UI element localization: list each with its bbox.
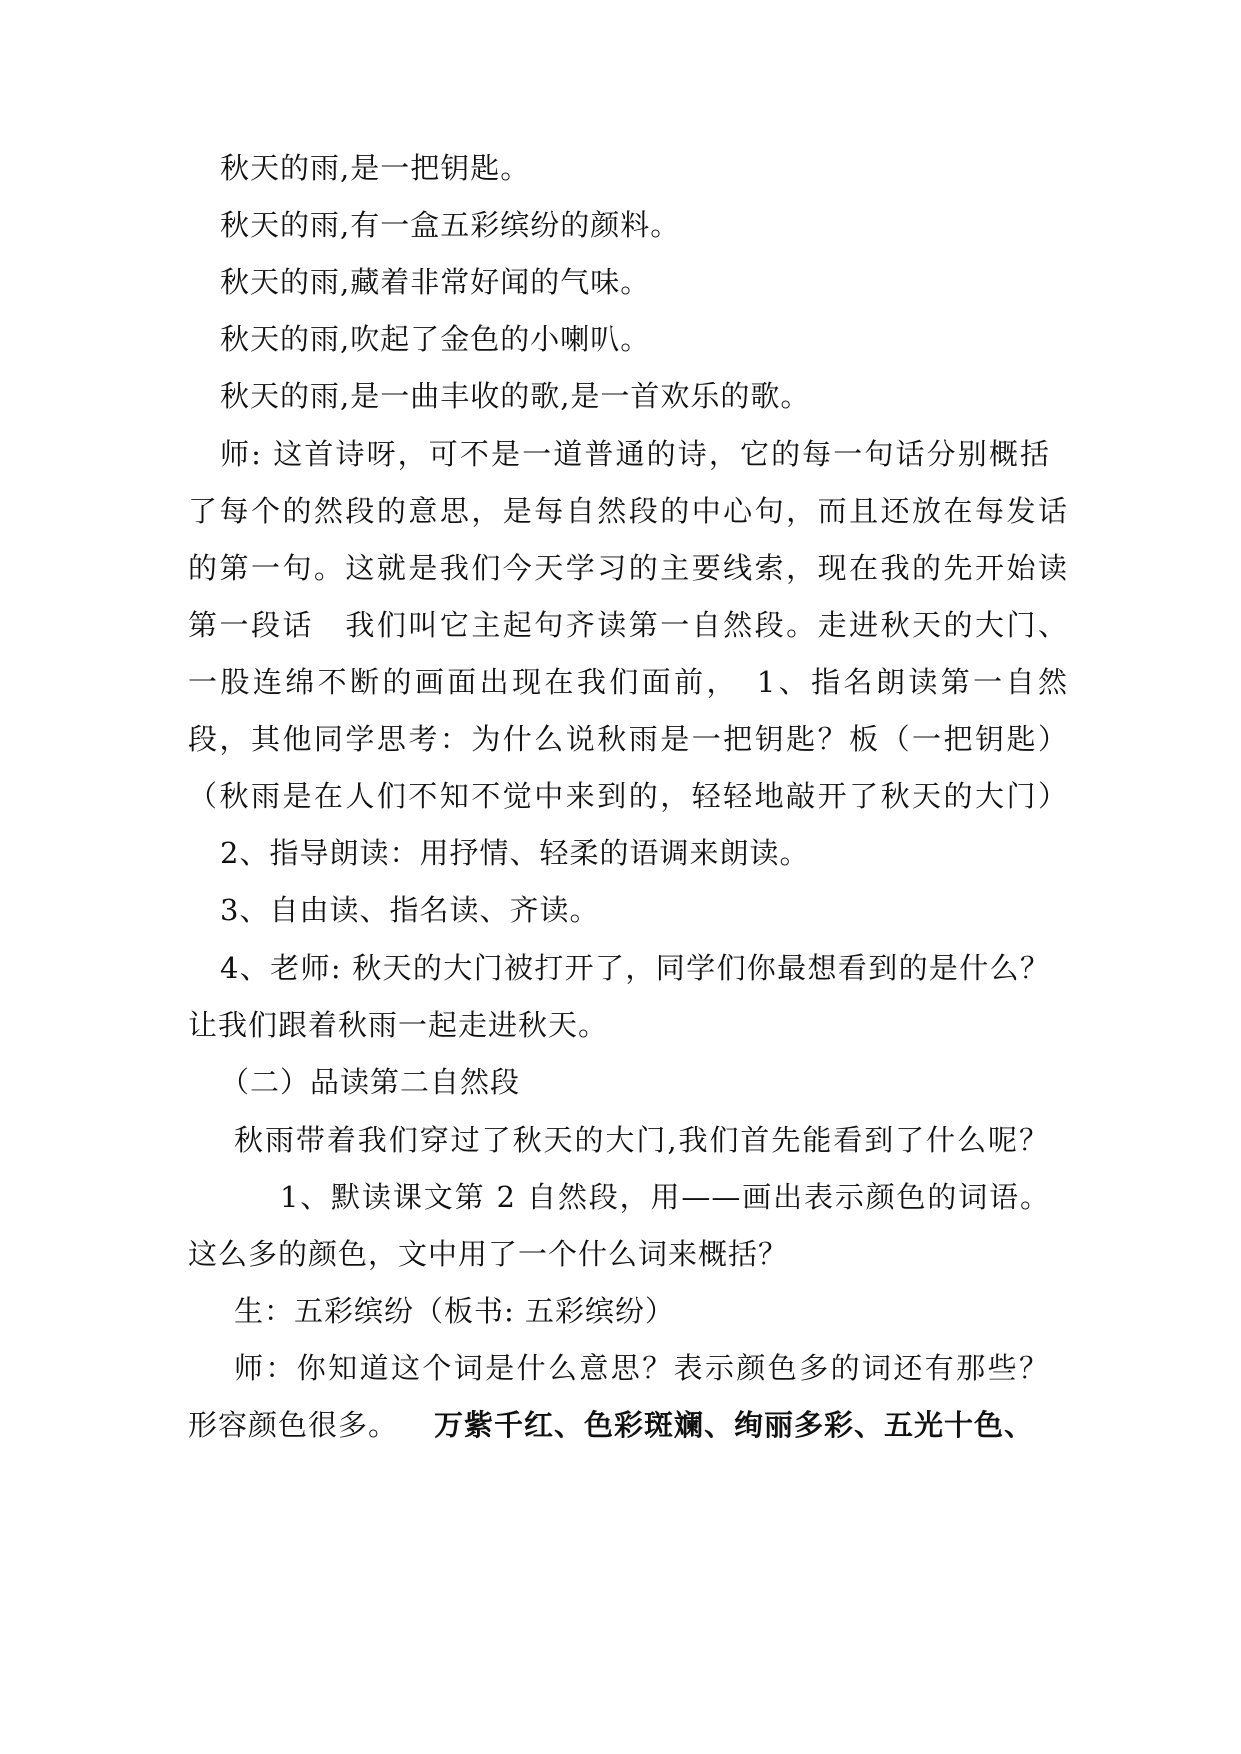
section-heading: （二）品读第二自然段 — [220, 1065, 521, 1099]
poem-line-3: 秋天的雨,藏着非常好闻的气味。 — [220, 265, 651, 299]
paragraph-line: 让我们跟着秋雨一起走进秋天。 — [188, 1008, 609, 1042]
teacher-question: 师：你知道这个词是什么意思？表示颜色多的词还有那些？ — [234, 1351, 1049, 1385]
poem-line-5: 秋天的雨,是一曲丰收的歌,是一首欢乐的歌。 — [220, 379, 811, 413]
final-line — [188, 1405, 1068, 1445]
poem-line-1: 秋天的雨,是一把钥匙。 — [220, 151, 531, 185]
paragraph-line: 了每个的然段的意思，是每自然段的中心句，而且还放在每发话 — [188, 494, 1068, 528]
step-line-1: 1、默读课文第 2 自然段，用——画出表示颜色的词语。 — [280, 1180, 1050, 1214]
step-line-2: 2、指导朗读：用抒情、轻柔的语调来朗读。 — [220, 836, 810, 870]
step-line-4: 4、老师: 秋天的大门被打开了，同学们你最想看到的是什么？ — [220, 951, 1050, 985]
poem-line-4: 秋天的雨,吹起了金色的小喇叭。 — [220, 322, 651, 356]
student-answer: 生：五彩缤纷（板书: 五彩缤纷） — [234, 1294, 675, 1328]
color-words-bold: 万紫千红、色彩斑斓、绚丽多彩、五光十色、 — [434, 1408, 1035, 1442]
paragraph-line: 这么多的颜色，文中用了一个什么词来概括？ — [188, 1237, 789, 1271]
final-line-prefix: 形容颜色很多。 — [188, 1408, 399, 1442]
paragraph-line: 秋雨带着我们穿过了秋天的大门,我们首先能看到了什么呢？ — [234, 1123, 1049, 1157]
paragraph-line: 师: 这首诗呀，可不是一道普通的诗，它的每一句话分别概括 — [220, 437, 1050, 471]
paragraph-line: 一股连绵不断的画面出现在我们面前， 1、指名朗读第一自然 — [188, 665, 1068, 699]
paragraph-line: （秋雨是在人们不知不觉中来到的，轻轻地敲开了秋天的大门） — [188, 779, 1068, 813]
paragraph-line: 第一段话 我们叫它主起句齐读第一自然段。走进秋天的大门、 — [188, 608, 1068, 642]
paragraph-line: 的第一句。这就是我们今天学习的主要线索，现在我的先开始读 — [188, 551, 1068, 585]
poem-line-2: 秋天的雨,有一盒五彩缤纷的颜料。 — [220, 208, 681, 242]
paragraph-line: 段，其他同学思考：为什么说秋雨是一把钥匙？板（一把钥匙） — [188, 722, 1068, 756]
step-line-3: 3、自由读、指名读、齐读。 — [220, 893, 600, 927]
